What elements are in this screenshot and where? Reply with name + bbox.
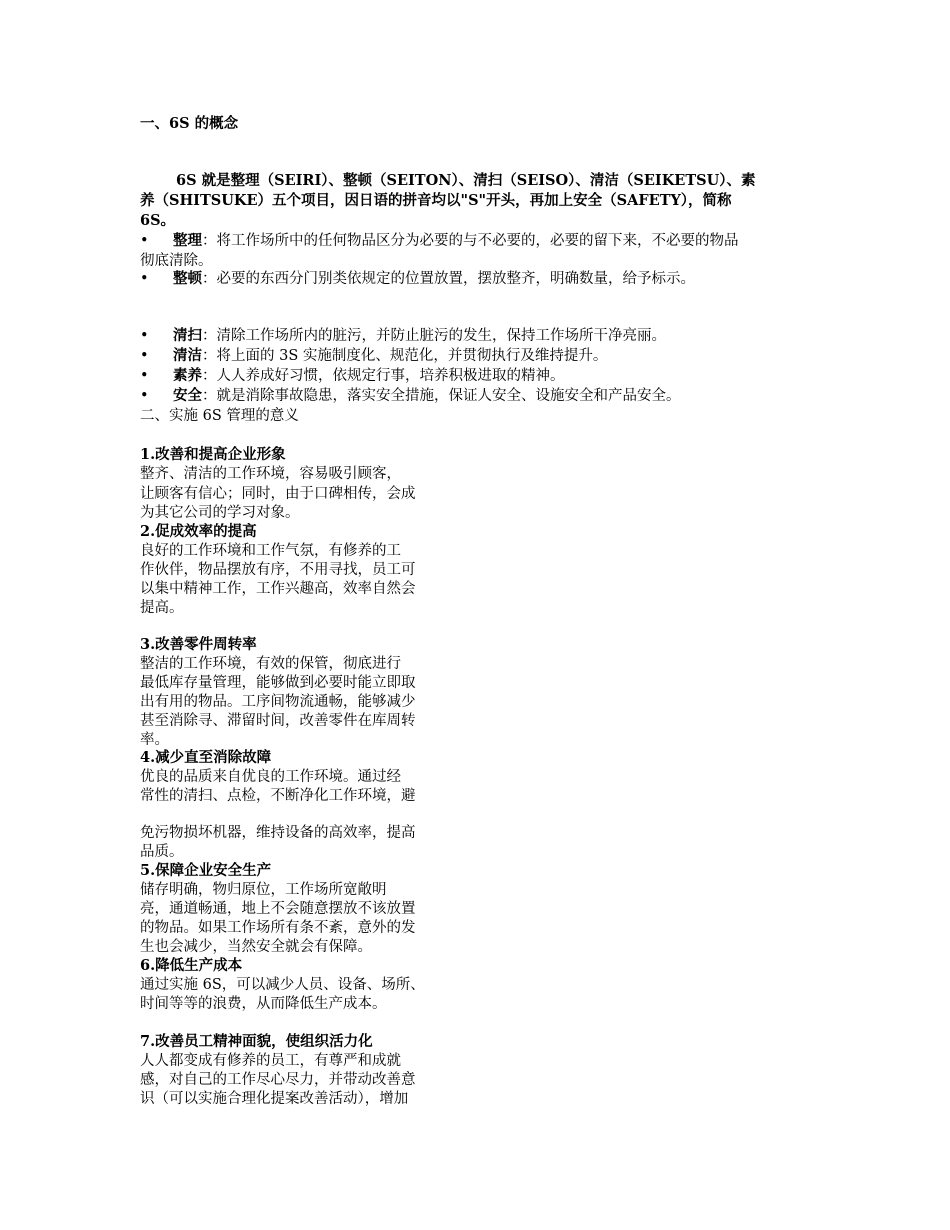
term-description: 清除工作场所内的脏污，并防止脏污的发生，保持工作场所干净亮丽。 <box>216 328 666 344</box>
point-line: 良好的工作环境和工作气氛，有修养的工 <box>140 543 401 559</box>
point-line: 通过实施 6S，可以减少人员、设备、场所、 <box>140 977 425 993</box>
point-line: 甚至消除寻、滞留时间，改善零件在库周转 <box>140 713 416 729</box>
intro-line-1: 6S 就是整理（SEIRI）、整顿（SEITON）、清扫（SEISO）、清洁（SEIKETSU）、素 <box>176 172 756 189</box>
point-line: 整洁的工作环境，有效的保管，彻底进行 <box>140 656 401 672</box>
point-line: 率。 <box>140 732 169 748</box>
point-line: 识（可以实施合理化提案改善活动），增加 <box>140 1091 409 1107</box>
term-label: 整理 <box>173 232 202 249</box>
point-line: 免污物损坏机器，维持设备的高效率，提高 <box>140 825 416 841</box>
point-line: 作伙伴，物品摆放有序，不用寻找，员工可 <box>140 562 416 578</box>
term-label: 清扫 <box>173 327 202 344</box>
bullet-icon: • <box>140 368 149 384</box>
point-title: 3.改善零件周转率 <box>140 636 257 653</box>
point-line: 感，对自己的工作尽心尽力，并带动改善意 <box>140 1072 416 1088</box>
point-line: 提高。 <box>140 600 184 616</box>
term-label: 整顿 <box>173 270 202 287</box>
point-title: 2.促成效率的提高 <box>140 523 257 540</box>
bullet-icon: • <box>140 348 149 364</box>
term-description: 将上面的 3S 实施制度化、规范化，并贯彻执行及维持提升。 <box>216 348 608 364</box>
point-line: 时间等等的浪费，从而降低生产成本。 <box>140 996 387 1012</box>
point-line: 优良的品质来自优良的工作环境。通过经 <box>140 769 401 785</box>
section2-heading: 二、实施 6S 管理的意义 <box>140 408 299 424</box>
intro-line-2: 养（SHITSUKE）五个项目，因日语的拼音均以"S"开头，再加上安全（SAFETY），简称 <box>140 192 732 209</box>
point-line: 让顾客有信心；同时，由于口碑相传，会成 <box>140 486 416 502</box>
bullet-icon: • <box>140 328 149 344</box>
bullet-icon: • <box>140 388 149 404</box>
term-description: 必要的东西分门别类依规定的位置放置，摆放整齐，明确数量，给予标示。 <box>216 271 695 287</box>
point-line: 亮，通道畅通，地上不会随意摆放不该放置 <box>140 901 416 917</box>
point-line: 储存明确，物归原位，工作场所宽敞明 <box>140 882 387 898</box>
point-title: 5.保障企业安全生产 <box>140 862 272 879</box>
section1-heading: 一、6S 的概念 <box>140 115 239 132</box>
point-line: 以集中精神工作，工作兴趣高，效率自然会 <box>140 581 416 597</box>
point-line: 为其它公司的学习对象。 <box>140 505 300 521</box>
term-label: 清洁 <box>173 347 202 364</box>
point-line: 常性的清扫、点检，不断净化工作环境，避 <box>140 788 416 804</box>
point-title: 4.减少直至消除故障 <box>140 749 272 766</box>
point-title: 6.降低生产成本 <box>140 957 243 974</box>
point-line: 整齐、清洁的工作环境，容易吸引顾客， <box>140 466 401 482</box>
point-title: 7.改善员工精神面貌，使组织活力化 <box>140 1033 373 1050</box>
point-line: 的物品。如果工作场所有条不紊，意外的发 <box>140 920 416 936</box>
bullet-icon: • <box>140 271 149 287</box>
point-line: 出有用的物品。工序间物流通畅，能够减少 <box>140 694 416 710</box>
bullet-icon: • <box>140 233 149 249</box>
term-description: 就是消除事故隐患，落实安全措施，保证人安全、设施安全和产品安全。 <box>216 388 681 404</box>
term-label: 安全 <box>173 387 202 404</box>
point-line: 品质。 <box>140 844 184 860</box>
intro-line-3: 6S。 <box>140 212 176 229</box>
term-description: 人人养成好习惯，依规定行事，培养积极进取的精神。 <box>216 368 565 384</box>
term-description: 将工作场所中的任何物品区分为必要的与不必要的，必要的留下来，不必要的物品 <box>216 233 739 249</box>
term-label: 素养 <box>173 367 202 384</box>
point-line: 生也会减少，当然安全就会有保障。 <box>140 939 372 955</box>
bullet-item-zhengli-continued: 彻底清除。 <box>140 253 213 269</box>
point-title: 1.改善和提高企业形象 <box>140 446 286 463</box>
point-line: 最低库存量管理，能够做到必要时能立即取 <box>140 675 416 691</box>
point-line: 人人都变成有修养的员工，有尊严和成就 <box>140 1053 401 1069</box>
